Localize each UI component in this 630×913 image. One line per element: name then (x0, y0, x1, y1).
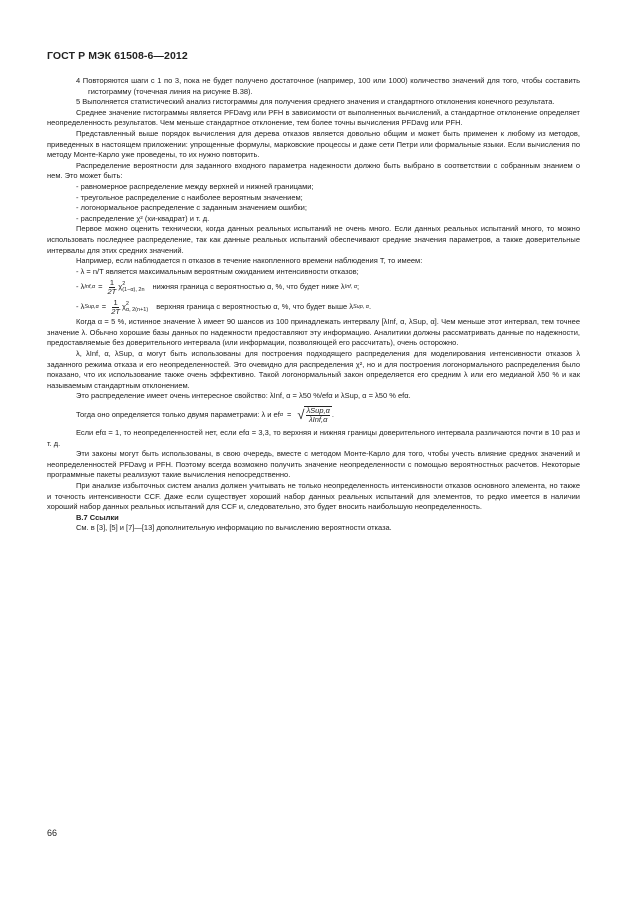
list-item: - равномерное распределение между верхней и нижней границами; (76, 181, 314, 191)
paragraph: Если efα = 1, то неопределенностей нет, если efα = 3,3, то верхняя и нижняя границы доверительного интервала различаются почти в 10 раз и т. д. (47, 428, 580, 448)
formula-line: - λ = n/T является максимальным вероятным ожиданием интенсивности отказов; (76, 266, 359, 276)
chi-symbol: χ (121, 301, 126, 311)
chi-sup: 2 (122, 281, 126, 288)
step-item-4: 4 Повторяются шаги с 1 по 3, пока не будет получено достаточное (например, 100 или 1000) количество значений для того, чтобы составить гистограмму (точечная линия на рисунке В.38). (76, 76, 580, 96)
fraction-num: λSup,α (306, 406, 330, 416)
document-body (47, 76, 580, 534)
section-heading: В.7 Ссылки (76, 512, 119, 522)
formula-tail: . (368, 301, 372, 311)
formula-text: верхняя граница с вероятностью α, %, что будет выше λ (156, 301, 353, 311)
paragraph: Это распределение имеет очень интересное свойство: λInf, α = λ50 %/efα и λSup, α = λ50 % efα. (76, 391, 411, 401)
formula-text: Тогда оно определяется только двумя параметрами: λ и ef (76, 409, 280, 419)
paragraph: Распределение вероятности для заданного входного параметра надежности должно быть выбрано в соответствии с собранным знанием о нем. Это может быть: (47, 160, 580, 181)
chi-sub: (1−α), 2n (122, 287, 145, 294)
formula-upper-bound (47, 297, 580, 317)
sqrt-expression (297, 406, 332, 424)
chi-sup: 2 (125, 301, 129, 308)
paragraph: Среднее значение гистограммы является PFDavg или PFH в зависимости от выполненных вычислений, а стандартное отклонение определяет неопределенность результатов. Чем меньше стандартное отклонение, тем более точны вычисления PFDavg или PFH. (47, 107, 580, 128)
formula-text: нижняя граница с вероятностью α, %, что будет ниже λ (152, 281, 345, 291)
paragraph: Представленный выше порядок вычисления для дерева отказов является довольно общим и может быть применен к любому из методов, приведенных в настоящем приложении: упрощенные формулы, марковские процессы и даже сети Петри или формальные языки. Если вычисления по методу Монте-Карло уже проведены, то их нужно повторить. (47, 128, 580, 160)
formula-fraction (108, 279, 117, 296)
formula-text-sub: Inf, α (344, 283, 357, 290)
formula-lead-sub: Sup,α (84, 303, 99, 310)
fraction-num: 1 (113, 297, 118, 307)
formula-lead: - λ (76, 301, 85, 311)
paragraph: При анализе избыточных систем анализ должен учитывать не только неопределенность интенсивности отказов основного элемента, но также и точность интенсивности CCF. Даже если существует хороший набор данных реальных испытаний для элементов, то редко имеется в наличии хороший набор данных реальных испытаний для CCF и, следовательно, это будет вносить наибольшую неопределенность. (47, 481, 580, 512)
list-item: - распределение χ² (хи-квадрат) и т. д. (76, 213, 210, 223)
fraction-den: 2T (107, 286, 117, 296)
paragraph: Когда α = 5 %, истинное значение λ имеет 90 шансов из 100 принадлежать интервалу [λInf, α, λSup, α]. Чем меньше этот интервал, тем точнее значение λ. Обычно хорошие базы данных по надежности предоставляют эту информацию. Аналитики должны рассматривать данные по надежности, предоставляемые без доверительного интервала (или информации, позволяющей его рассчитать), очень осторожно. (47, 317, 580, 348)
formula-ef (47, 402, 580, 428)
paragraph: λ, λInf, α, λSup, α могут быть использованы для построения подходящего распределения для моделирования интенсивности отказов λ заданного режима отказа и его неопределенностей. Это очевидно для распределения χ², но и для построения логонормального распределения было показано, что их использование также очень эффективно. Такой логонормальный закон определяется его средним λ или его медианой λ50 % и как называемым стандартным отклонением. (47, 349, 580, 390)
chi-symbol: χ (118, 281, 123, 291)
formula-tail: ; (357, 281, 360, 291)
formula-eq: = (286, 409, 292, 419)
chi-sub: α, 2(n+1) (125, 307, 149, 314)
formula-eq: = (101, 301, 107, 311)
page-number: 66 (47, 828, 58, 838)
formula-tail: . (331, 409, 334, 419)
list-item: - треугольное распределение с наиболее вероятным значением; (76, 192, 303, 202)
formula-fraction (111, 299, 120, 316)
document-header: ГОСТ Р МЭК 61508-6—2012 (47, 50, 188, 62)
paragraph: Например, если наблюдается n отказов в течение накопленного времени наблюдения T, то имеем: (76, 256, 423, 266)
radical-sign: √ (297, 407, 305, 423)
list-item: - логонормальное распределение с заданным значением ошибки; (76, 203, 307, 213)
formula-lead-sub: Inf,α (84, 283, 96, 290)
formula-lead: - λ (76, 281, 85, 291)
paragraph: Первое можно оценить технически, когда данных реальных испытаний не очень много. Если данных реальных испытаний много, то можно использовать последнее распределение, так как данные реальных испытаний обеспечивают средние значения параметров, а также доверительные интервалы для этих средних значений. (47, 224, 580, 255)
formula-lower-bound (47, 277, 580, 297)
sqrt-fraction (304, 406, 331, 424)
fraction-num: 1 (109, 277, 114, 287)
formula-text-sub: Sup, α (352, 303, 369, 310)
fraction-den: λInf,α (308, 415, 328, 425)
paragraph: См. в [3], [5] и [7]—[13] дополнительную информацию по вычислению вероятности отказа. (76, 523, 392, 533)
paragraph: Эти законы могут быть использованы, в свою очередь, вместе с методом Монте-Карло для того, чтобы учесть влияние средних значений и неопределенностей PFDavg и PFH. Поэтому всегда возможно получить значение неопределенности с помощью вероятностных расчетов. Некоторые программные пакеты реализуют такие вычисления непосредственно. (47, 449, 580, 480)
formula-text-sub: α (279, 411, 283, 418)
formula-eq: = (98, 281, 103, 291)
fraction-den: 2T (111, 306, 120, 316)
step-item-5: 5 Выполняется статистический анализ гистограммы для получения среднего значения и стандартного отклонения конечного результата. (76, 97, 555, 107)
